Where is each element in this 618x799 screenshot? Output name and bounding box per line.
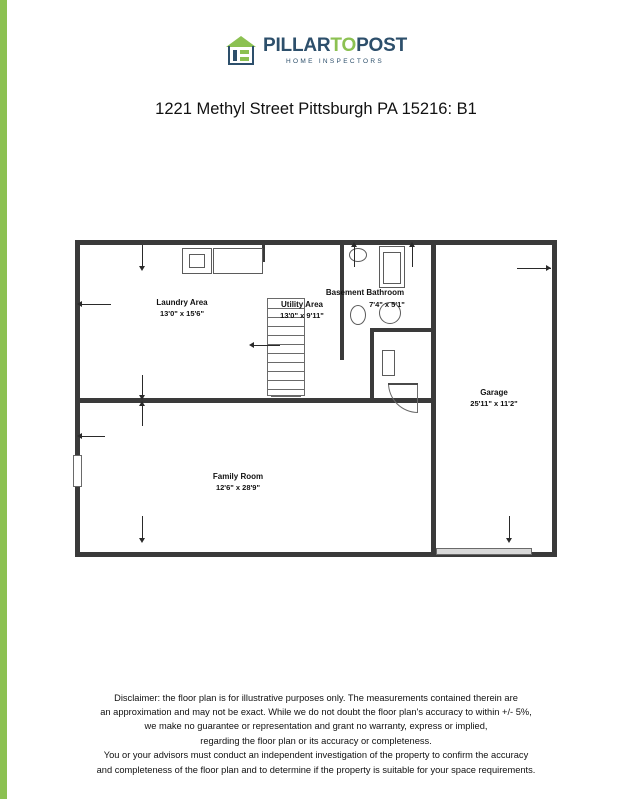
house-pillar-shape xyxy=(233,50,237,61)
company-logo xyxy=(7,36,618,66)
logo-word-post: POST xyxy=(356,35,407,57)
dimension-arrow-head xyxy=(249,342,254,348)
stair-step xyxy=(268,362,304,363)
bathtub-inner xyxy=(383,252,401,284)
disclaimer-line-6: and completeness of the floor plan and to determine if the property is suitable for your space requirements. xyxy=(96,764,536,775)
bathroom-sink-fixture xyxy=(349,248,367,262)
wall-exterior-right xyxy=(552,240,557,557)
laundry-counter-fixture xyxy=(213,248,263,274)
water-heater-fixture xyxy=(382,350,395,376)
room-dimensions: 7'4" x 5'1" xyxy=(369,300,405,309)
dimension-arrow-line xyxy=(81,304,111,305)
dimension-arrow-line xyxy=(142,516,143,540)
dimension-arrow-head xyxy=(139,401,145,406)
wall-bathroom-bottom xyxy=(370,328,432,332)
dimension-arrow-head xyxy=(77,433,82,439)
room-label-bathroom xyxy=(303,288,427,299)
house-bar-bottom-shape xyxy=(240,57,249,61)
room-label-laundry xyxy=(127,298,237,319)
disclaimer-line-5: You or your advisors must conduct an independent investigation of the property to confirm the accuracy xyxy=(103,750,529,761)
garage-door-swing xyxy=(388,383,418,413)
wall-exterior-top xyxy=(75,240,557,245)
logo-word-to: TO xyxy=(330,35,357,57)
room-name: Family Room xyxy=(212,472,264,481)
wall-bathroom-left xyxy=(370,328,374,400)
dimension-arrow-head xyxy=(77,301,82,307)
house-body-shape xyxy=(228,46,254,65)
room-dimensions: 12'6" x 28'9" xyxy=(215,482,261,492)
stair-step xyxy=(268,371,304,372)
room-label-garage xyxy=(439,388,549,409)
disclaimer-line-4: regarding the floor plan or its accuracy or completeness. xyxy=(200,735,432,746)
room-name: Utility Area xyxy=(281,300,323,309)
floor-plan-drawing xyxy=(7,200,618,600)
stair-step xyxy=(268,353,304,354)
disclaimer-text xyxy=(7,691,618,777)
room-dimensions: 13'0" x 9'11" xyxy=(280,310,324,320)
dimension-arrow-head xyxy=(351,242,357,247)
laundry-sink-basin xyxy=(189,254,205,268)
stair-step xyxy=(268,326,304,327)
dimension-arrow-line xyxy=(412,245,413,267)
stair-step xyxy=(268,380,304,381)
room-dimensions: 25'11" x 11'2" xyxy=(470,398,518,408)
house-bar-top-shape xyxy=(240,50,249,54)
window-left-wall xyxy=(73,455,82,487)
dimension-arrow-head xyxy=(506,538,512,543)
stair-step xyxy=(268,335,304,336)
room-name: Garage xyxy=(480,388,508,397)
logo-group xyxy=(225,36,407,66)
garage-door xyxy=(436,548,532,555)
logo-tagline: HOME INSPECTORS xyxy=(286,58,384,66)
page-title: 1221 Methyl Street Pittsburgh PA 15216: B1 xyxy=(155,100,477,118)
dimension-arrow-head xyxy=(139,538,145,543)
dimension-arrow-head xyxy=(546,265,551,271)
disclaimer-line-2: an approximation and may not be exact. While we do not doubt the floor plan's accuracy to within +/- 5%, xyxy=(100,706,532,717)
dimension-arrow-line xyxy=(509,516,510,540)
house-icon xyxy=(225,36,257,66)
dimension-arrow-line xyxy=(252,345,280,346)
dimension-arrow-line xyxy=(142,404,143,426)
room-label-family-room xyxy=(183,472,293,493)
garage-door-leaf xyxy=(388,383,418,385)
logo-wordmark xyxy=(263,36,407,55)
disclaimer-line-3: we make no guarantee or representation and grant no warranty, express or implied, xyxy=(144,721,488,732)
dimension-arrow-head xyxy=(139,395,145,400)
dimension-arrow-head xyxy=(409,242,415,247)
room-name: Laundry Area xyxy=(156,298,208,307)
logo-word-pillar: PILLAR xyxy=(263,35,331,57)
room-dimensions: 13'0" x 15'6" xyxy=(159,308,205,318)
room-dimensions-bathroom xyxy=(325,300,449,310)
stair-step xyxy=(268,389,304,390)
wall-basement-horizontal xyxy=(75,398,436,403)
dimension-arrow-head xyxy=(139,266,145,271)
logo-text-group xyxy=(263,36,407,66)
disclaimer-line-1: Disclaimer: the floor plan is for illustrative purposes only. The measurements contained therein are xyxy=(114,692,518,703)
dimension-arrow-line xyxy=(354,245,355,267)
stair-opening-line xyxy=(271,396,301,397)
dimension-arrow-line xyxy=(81,436,105,437)
room-name: Basement Bathroom xyxy=(325,288,405,297)
